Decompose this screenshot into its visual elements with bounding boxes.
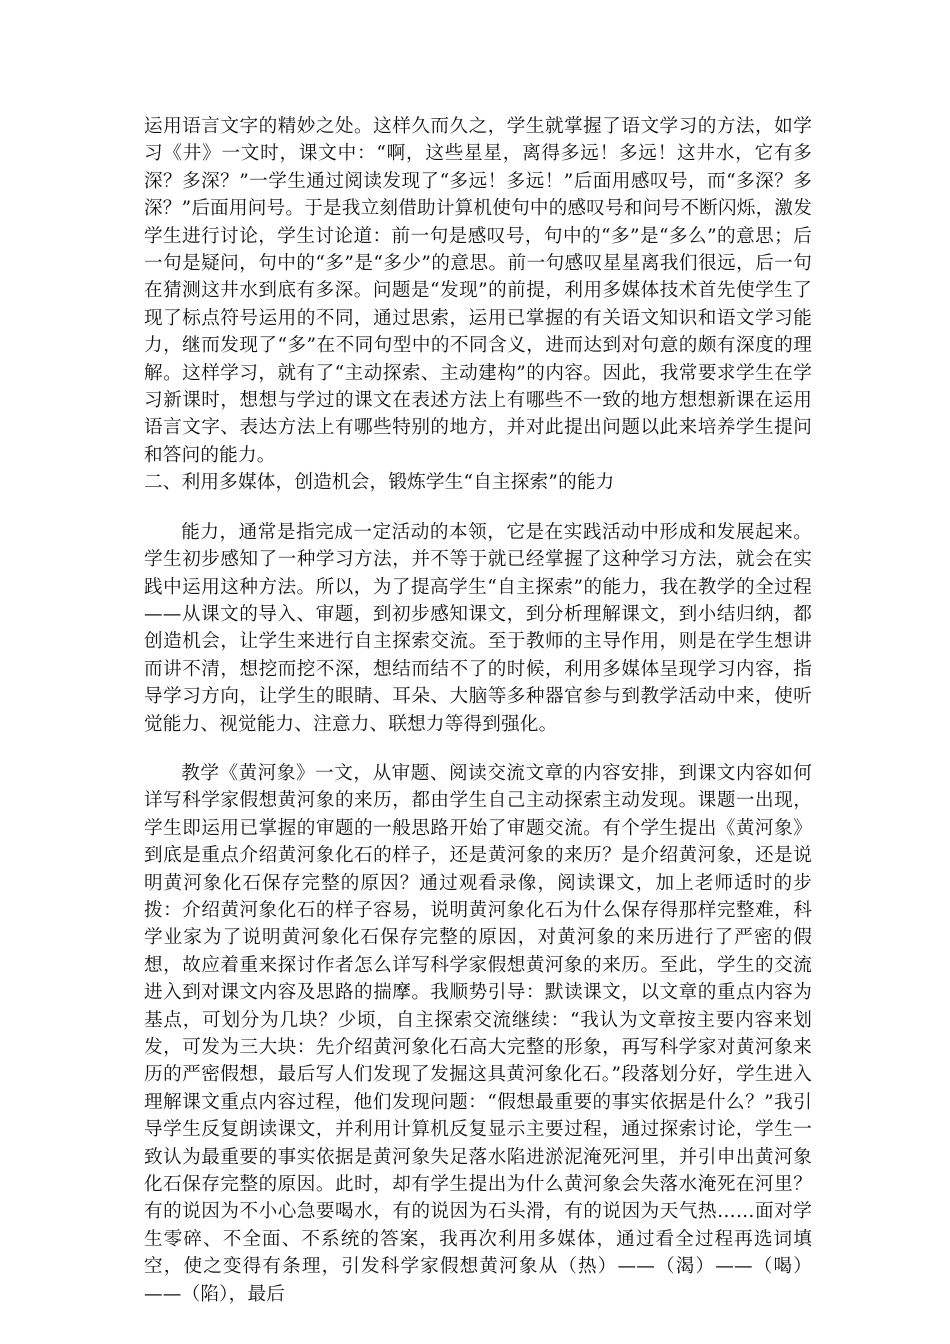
- section-heading: 二、利用多媒体，创造机会，锻炼学生“自主探索”的能力: [144, 472, 615, 494]
- paragraph-continuation: 运用语言文字的精妙之处。这样久而久之，学生就掌握了语文学习的方法，如学习《井》一文时，课文中：“啊，这些星星，离得多远！多远！这井水，它有多深？多深？”一学生通过阅读发现了“多远！多远！”后面用感叹号，而“多深？多深？”后面用问号。于是我立刻借助计算机使句中的感叹号和问号不断闪烁，激发学生进行讨论，学生讨论道：前一句是感叹号，句中的“多”是“多么”的意思；后一句是疑问，句中的“多”是“多少”的意思。前一句感叹星星离我们很远，后一句在猜测这井水到底有多深。问题是“发现”的前提，利用多媒体技术首先使学生了现了标点符号运用的不同，通过思索，运用已掌握的有关语文知识和语文学习能力，继而发现了“多”在不同句型中的不同含义，进而达到对句意的颇有深度的理解。这样学习，就有了“主动探索、主动建构”的内容。因此，我常要求学生在学习新课时，想想与学过的课文在表述方法上有哪些不一致的地方想想新课在运用语言文字、表达方法上有哪些特别的地方，并对此提出问题以此来培养学生提问和答问的能力。: [144, 116, 812, 466]
- paragraph-ability: 能力，通常是指完成一定活动的本领，它是在实践活动中形成和发展起来。学生初步感知了一种学习方法，并不等于就已经掌握了这种学习方法，就会在实践中运用这种方法。所以，为了提高学生“自主探索”的能力，我在教学的全过程——从课文的导入、审题，到初步感知课文，到分析理解课文，到小结归纳，都创造机会，让学生来进行自主探索交流。至于教师的主导作用，则是在学生想讲而讲不清，想挖而挖不深，想结而结不了的时候，利用多媒体呈现学习内容，指导学习方向，让学生的眼睛、耳朵、大脑等多种器官参与到教学活动中来，使听觉能力、视觉能力、注意力、联想力等得到强化。: [144, 521, 812, 735]
- document-body: [144, 113, 812, 1308]
- paragraph-yellow-river-elephant: 教学《黄河象》一文，从审题、阅读交流文章的内容安排，到课文内容如何详写科学家假想黄河象的来历，都由学生自己主动探索主动发现。课题一出现，学生即运用已掌握的审题的一般思路开始了审题交流。有个学生提出《黄河象》到底是重点介绍黄河象化石的样子，还是黄河象的来历？是介绍黄河象，还是说明黄河象化石保存完整的原因？通过观看录像，阅读课文，加上老师适时的步拨：介绍黄河象化石的样子容易，说明黄河象化石为什么保存得那样完整难，科学业家为了说明黄河象化石保存完整的原因，对黄河象的来历进行了严密的假想，故应着重来探讨作者怎么详写科学家假想黄河象的来历。至此，学生的交流进入到对课文内容及思路的揣摩。我顺势引导：默读课文，以文章的重点内容为基点，可划分为几块？少顷，自主探索交流继续：“我认为文章按主要内容来划发，可发为三大块：先介绍黄河象化石高大完整的形象，再写科学家对黄河象来历的严密假想，最后写人们发现了发掘这具黄河象化石。”段落划分好，学生进入理解课文重点内容过程，他们发现问题：“假想最重要的事实依据是什么？”我引导学生反复朗读课文，并利用计算机反复显示主要过程，通过探索讨论，学生一致认为最重要的事实依据是黄河象失足落水陷进淤泥淹死河里，并引申出黄河象化石保存完整的原因。此时，却有学生提出为什么黄河象会失落水淹死在河里？有的说因为不小心急要喝水，有的说因为石头滑，有的说因为天气热……面对学生零碎、不全面、不系统的答案，我再次利用多媒体，通过看全过程再选词填空，使之变得有条理，引发科学家假想黄河象从（热）——（渴）——（喝）——（陷），最后: [144, 762, 812, 1305]
